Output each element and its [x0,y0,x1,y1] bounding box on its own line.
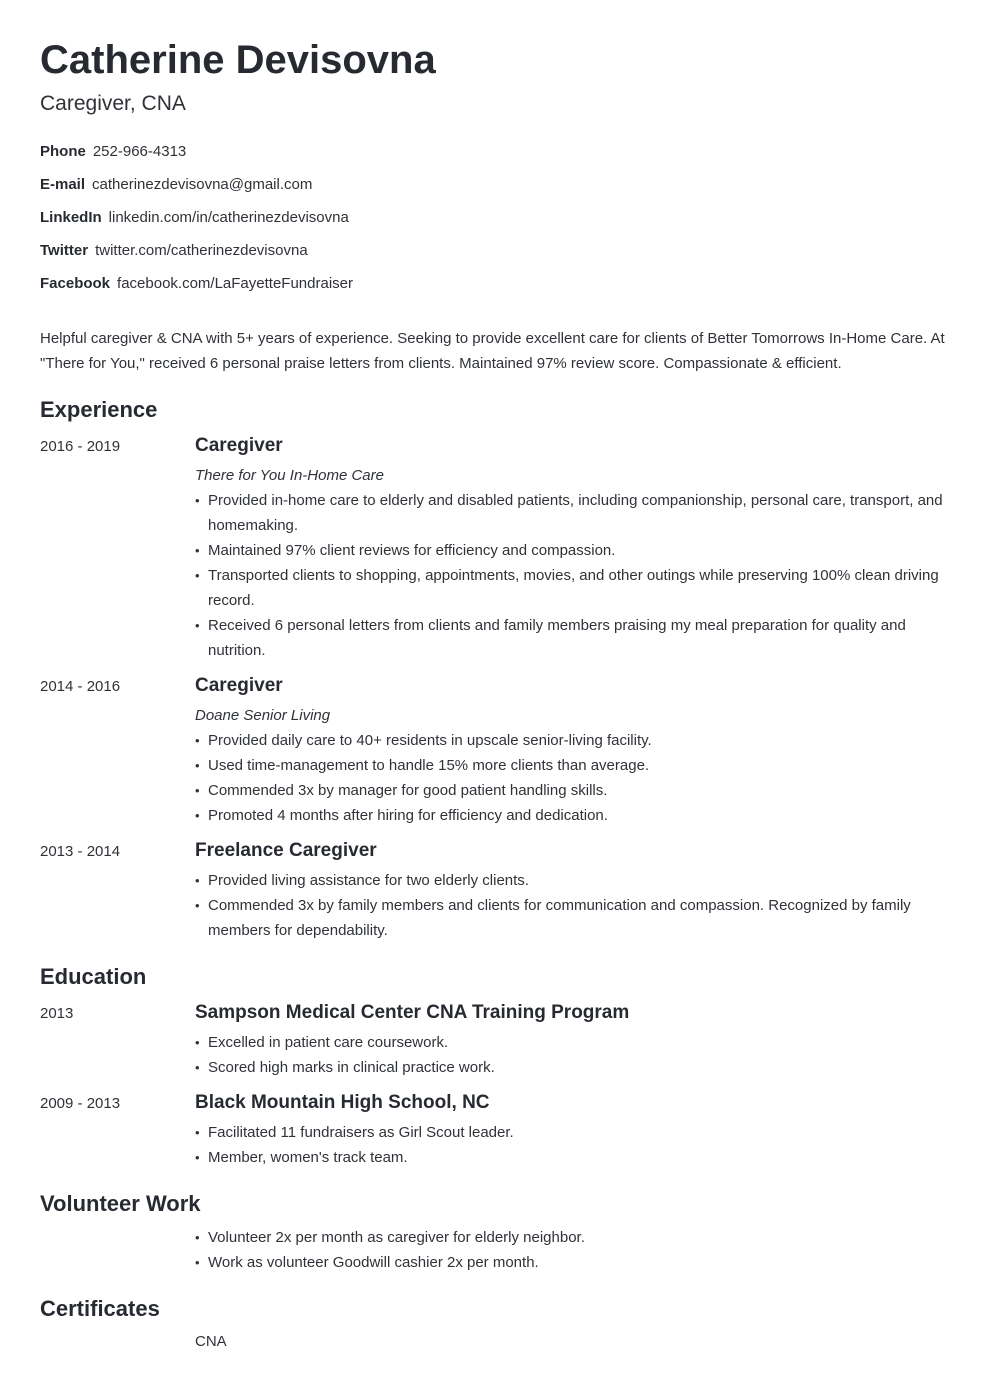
bullet-item: • Facilitated 11 fundraisers as Girl Scout leader. [195,1120,955,1145]
profile-summary: Helpful caregiver & CNA with 5+ years of experience. Seeking to provide excellent care for clients of Better Tomorrows In-Home Care. At "There for You," received 6 personal praise letters from clients. Maintained 97% review score. Compassionate & efficient. [40,330,945,372]
bullet-dot-icon: • [195,568,200,583]
contact-label: LinkedIn [40,209,102,226]
certificate-item: CNA [195,1333,227,1350]
entry-dates: 2014 - 2016 [40,678,121,695]
bullet-dot-icon: • [195,758,200,773]
bullet-item: • Promoted 4 months after hiring for efficiency and dedication. [195,803,955,828]
volunteer-bullets [195,1225,955,1275]
bullet-dot-icon: • [195,898,200,913]
bullet-dot-icon: • [195,1255,200,1270]
bullet-item: • Member, women's track team. [195,1145,955,1170]
bullet-dot-icon: • [195,808,200,823]
contact-phone [40,142,186,162]
entry-bullets [195,488,955,663]
candidate-title: Caregiver, CNA [40,92,186,115]
bullet-item: • Received 6 personal letters from clients and family members praising my meal preparation for quality and nutrition. [195,613,955,663]
entry-bullets [195,728,955,828]
contact-label: Phone [40,143,86,160]
contact-value: catherinezdevisovna@gmail.com [92,176,313,193]
section-heading-volunteer: Volunteer Work [40,1191,201,1216]
bullet-item: • Used time-management to handle 15% more clients than average. [195,753,955,778]
contact-value: linkedin.com/in/catherinezdevisovna [108,209,349,226]
section-heading-experience: Experience [40,397,158,422]
bullet-item: • Excelled in patient care coursework. [195,1030,955,1055]
contact-facebook [40,274,353,294]
entry-title: Caregiver [195,435,283,456]
bullet-dot-icon: • [195,783,200,798]
contact-label: E-mail [40,176,86,193]
contact-linkedin [40,208,349,228]
bullet-dot-icon: • [195,1060,200,1075]
entry-dates: 2016 - 2019 [40,438,121,455]
bullet-item: • Scored high marks in clinical practice work. [195,1055,955,1080]
bullet-dot-icon: • [195,543,200,558]
bullet-item: • Commended 3x by manager for good patient handling skills. [195,778,955,803]
bullet-dot-icon: • [195,733,200,748]
entry-title: Sampson Medical Center CNA Training Program [195,1002,630,1023]
section-heading-education: Education [40,964,147,989]
entry-bullets [195,868,955,943]
entry-dates: 2013 - 2014 [40,843,121,860]
bullet-dot-icon: • [195,1150,200,1165]
bullet-item: • Transported clients to shopping, appointments, movies, and other outings while preserving 100% clean driving record. [195,563,955,613]
contact-value: 252-966-4313 [92,143,187,160]
entry-title: Black Mountain High School, NC [195,1092,490,1113]
entry-title: Caregiver [195,675,283,696]
bullet-dot-icon: • [195,1125,200,1140]
contact-email [40,175,312,195]
entry-bullets [195,1120,955,1170]
entry-dates: 2013 [40,1005,74,1022]
bullet-dot-icon: • [195,618,200,633]
entry-employer: There for You In-Home Care [195,467,384,484]
candidate-name: Catherine Devisovna [40,38,436,82]
bullet-item: • Maintained 97% client reviews for efficiency and compassion. [195,538,955,563]
bullet-item: • Work as volunteer Goodwill cashier 2x per month. [195,1250,955,1275]
entry-employer: Doane Senior Living [195,707,331,724]
bullet-item: • Provided in-home care to elderly and disabled patients, including companionship, personal care, transport, and homemaking. [195,488,955,538]
section-heading-certificates: Certificates [40,1296,160,1321]
contact-value: twitter.com/catherinezdevisovna [95,242,308,259]
bullet-dot-icon: • [195,1035,200,1050]
contact-value: facebook.com/LaFayetteFundraiser [117,275,353,292]
entry-bullets [195,1030,955,1080]
bullet-item: • Volunteer 2x per month as caregiver for elderly neighbor. [195,1225,955,1250]
entry-dates: 2009 - 2013 [40,1095,121,1112]
bullet-item: • Provided daily care to 40+ residents in upscale senior-living facility. [195,728,955,753]
contact-label: Facebook [40,275,111,292]
bullet-dot-icon: • [195,493,200,508]
bullet-dot-icon: • [195,1230,200,1245]
contact-label: Twitter [40,242,89,259]
bullet-item: • Commended 3x by family members and clients for communication and compassion. Recognized by family members for dependability. [195,893,955,943]
contact-twitter [40,241,308,261]
bullet-dot-icon: • [195,873,200,888]
entry-title: Freelance Caregiver [195,840,377,861]
bullet-item: • Provided living assistance for two elderly clients. [195,868,955,893]
